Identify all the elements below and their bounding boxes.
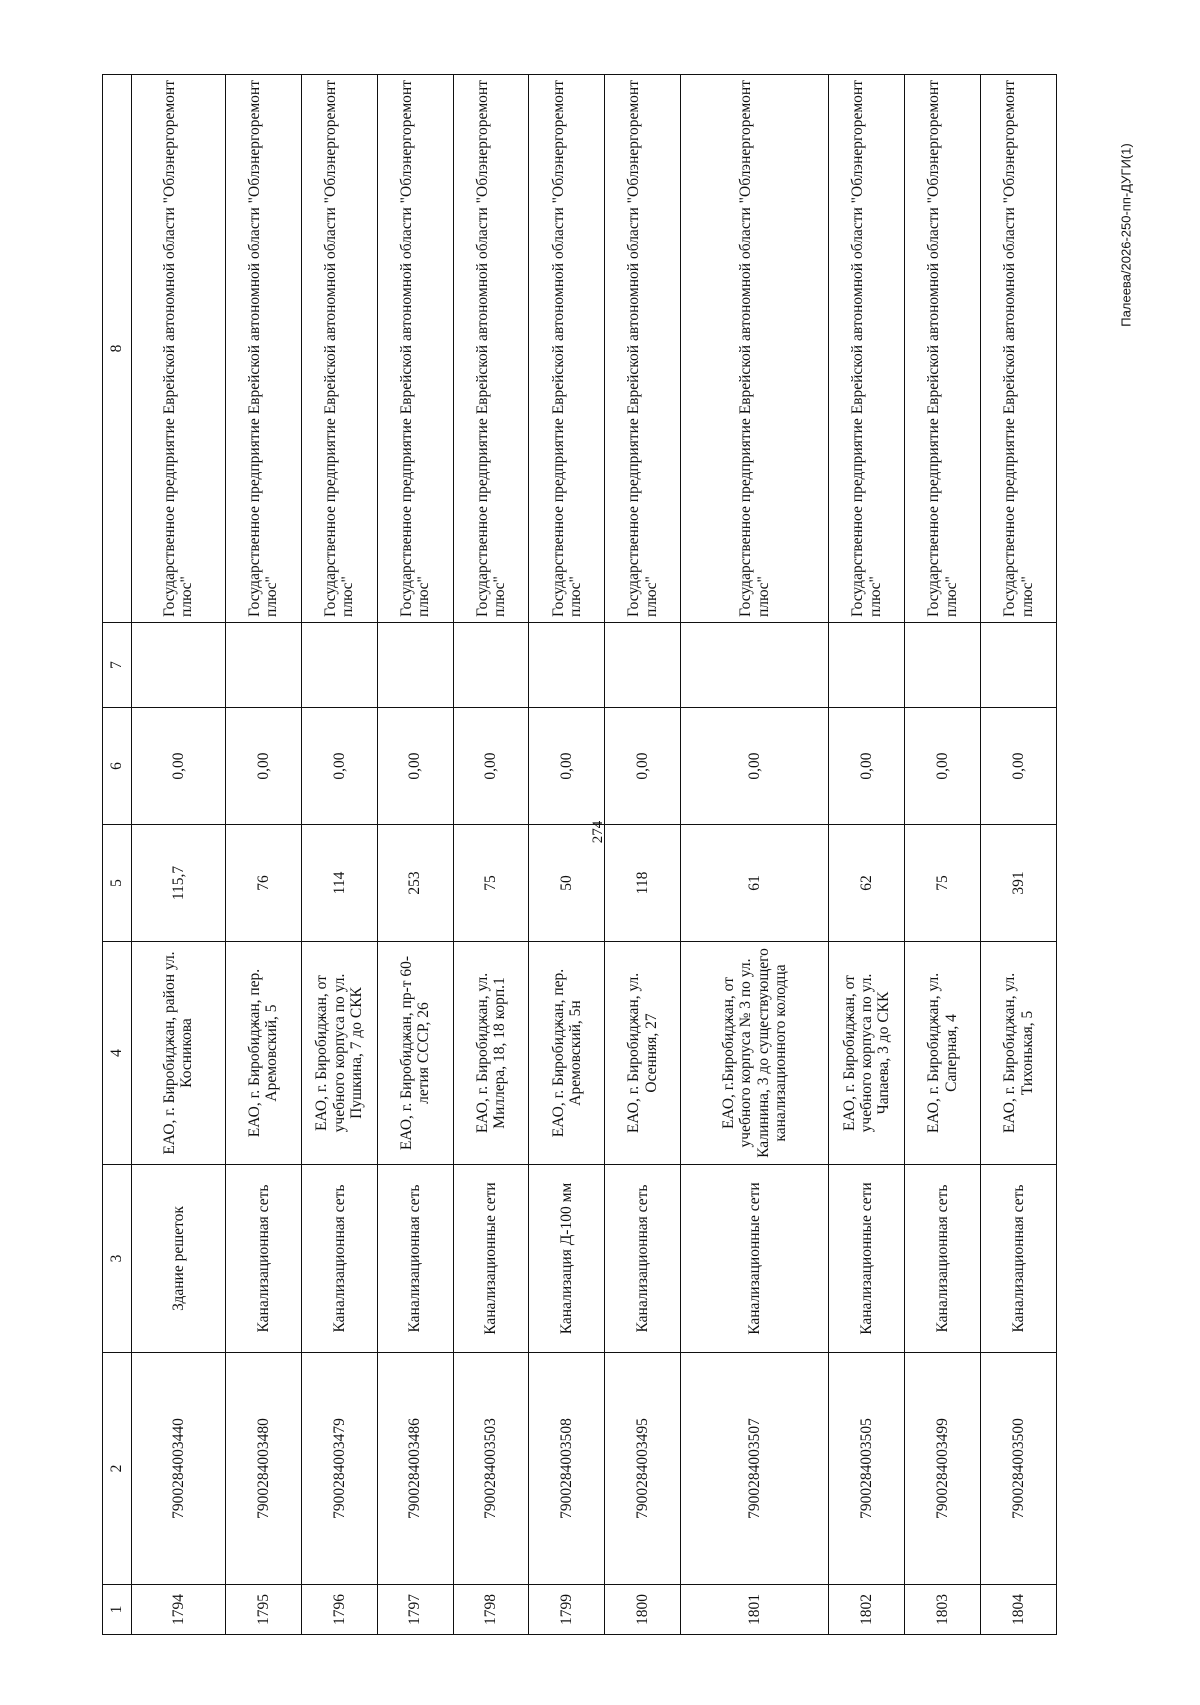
cost-value-cell: 0,00 [132,708,226,825]
row-number-cell: 1800 [605,1585,681,1635]
inventory-code-cell: 7900284003480 [225,1353,301,1585]
row-number-cell: 1799 [529,1585,605,1635]
row-number-cell: 1797 [377,1585,453,1635]
table-row [905,75,981,1635]
header-cell-4: 4 [103,942,132,1165]
owner-cell: Государственное предприятие Еврейской автономной области "Облэнергоремонт плюс" [829,75,905,623]
row-number-cell: 1804 [981,1585,1057,1635]
object-name-cell: Канализационная сеть [377,1165,453,1353]
property-table [102,74,1057,1635]
header-cell-6: 6 [103,708,132,825]
object-name-cell: Канализационные сети [829,1165,905,1353]
address-cell: ЕАО, г. Биробиджан, от учебного корпуса по ул. Пушкина, 7 до СКК [301,942,377,1165]
owner-cell: Государственное предприятие Еврейской автономной области "Облэнергоремонт плюс" [225,75,301,623]
cost-value-cell: 0,00 [301,708,377,825]
table-row [681,75,829,1635]
inventory-code-cell: 7900284003499 [905,1353,981,1585]
row-number-cell: 1798 [453,1585,529,1635]
cost-value-cell: 0,00 [829,708,905,825]
column-7-cell [681,623,829,708]
cost-value-cell: 0,00 [681,708,829,825]
header-cell-2: 2 [103,1353,132,1585]
inventory-code-cell: 7900284003495 [605,1353,681,1585]
page-number: 274 [590,820,606,844]
length-value-cell: 62 [829,825,905,942]
address-cell: ЕАО, г.Биробиджан, от учебного корпуса № 3 по ул. Калинина, 3 до существующего канализационного колодца [681,942,829,1165]
length-value-cell: 75 [905,825,981,942]
object-name-cell: Канализационная сеть [981,1165,1057,1353]
header-cell-5: 5 [103,825,132,942]
address-cell: ЕАО, г. Биробиджан, район ул. Косникова [132,942,226,1165]
object-name-cell: Канализационная сеть [225,1165,301,1353]
column-7-cell [377,623,453,708]
footer-text: Палеева/2026-250-пп-ДУГИ(1) [1118,143,1134,327]
cost-value-cell: 0,00 [453,708,529,825]
length-value-cell: 115,7 [132,825,226,942]
inventory-code-cell: 7900284003486 [377,1353,453,1585]
inventory-code-cell: 7900284003500 [981,1353,1057,1585]
row-number-cell: 1803 [905,1585,981,1635]
address-cell: ЕАО, г. Биробиджан, пер. Аремовский, 5н [529,942,605,1165]
header-cell-1: 1 [103,1585,132,1635]
inventory-code-cell: 7900284003505 [829,1353,905,1585]
column-7-cell [529,623,605,708]
column-7-cell [301,623,377,708]
owner-cell: Государственное предприятие Еврейской автономной области "Облэнергоремонт плюс" [301,75,377,623]
length-value-cell: 50 [529,825,605,942]
owner-cell: Государственное предприятие Еврейской автономной области "Облэнергоремонт плюс" [605,75,681,623]
header-cell-8: 8 [103,75,132,623]
address-cell: ЕАО, г. Биробиджан, ул. Миллера, 18, 18 корп.1 [453,942,529,1165]
column-7-cell [132,623,226,708]
length-value-cell: 76 [225,825,301,942]
address-cell: ЕАО, г. Биробиджан, ул. Осенняя, 27 [605,942,681,1165]
owner-cell: Государственное предприятие Еврейской автономной области "Облэнергоремонт плюс" [132,75,226,623]
object-name-cell: Здание решеток [132,1165,226,1353]
object-name-cell: Канализация Д-100 мм [529,1165,605,1353]
cost-value-cell: 0,00 [981,708,1057,825]
object-name-cell: Канализационная сеть [905,1165,981,1353]
inventory-code-cell: 7900284003508 [529,1353,605,1585]
object-name-cell: Канализационная сеть [301,1165,377,1353]
length-value-cell: 118 [605,825,681,942]
table-row [605,75,681,1635]
object-name-cell: Канализационные сети [453,1165,529,1353]
row-number-cell: 1794 [132,1585,226,1635]
length-value-cell: 391 [981,825,1057,942]
cost-value-cell: 0,00 [377,708,453,825]
owner-cell: Государственное предприятие Еврейской автономной области "Облэнергоремонт плюс" [377,75,453,623]
column-7-cell [905,623,981,708]
inventory-code-cell: 7900284003507 [681,1353,829,1585]
owner-cell: Государственное предприятие Еврейской автономной области "Облэнергоремонт плюс" [905,75,981,623]
column-7-cell [453,623,529,708]
address-cell: ЕАО, г. Биробиджан, пр-т 60-летия СССР, 26 [377,942,453,1165]
table-row [981,75,1057,1635]
inventory-code-cell: 7900284003503 [453,1353,529,1585]
column-7-cell [225,623,301,708]
length-value-cell: 114 [301,825,377,942]
length-value-cell: 253 [377,825,453,942]
row-number-cell: 1796 [301,1585,377,1635]
cost-value-cell: 0,00 [529,708,605,825]
table-row [829,75,905,1635]
address-cell: ЕАО, г. Биробиджан, от учебного корпуса по ул. Чапаева, 3 до СКК [829,942,905,1165]
row-number-cell: 1801 [681,1585,829,1635]
owner-cell: Государственное предприятие Еврейской автономной области "Облэнергоремонт плюс" [681,75,829,623]
column-7-cell [829,623,905,708]
owner-cell: Государственное предприятие Еврейской автономной области "Облэнергоремонт плюс" [981,75,1057,623]
cost-value-cell: 0,00 [905,708,981,825]
object-name-cell: Канализационная сеть [605,1165,681,1353]
table-row [529,75,605,1635]
cost-value-cell: 0,00 [605,708,681,825]
inventory-code-cell: 7900284003479 [301,1353,377,1585]
table-body [132,75,1057,1635]
table-row [377,75,453,1635]
rotated-table-wrapper [102,75,1057,1635]
object-name-cell: Канализационные сети [681,1165,829,1353]
column-7-cell [605,623,681,708]
row-number-cell: 1795 [225,1585,301,1635]
table-row [132,75,226,1635]
owner-cell: Государственное предприятие Еврейской автономной области "Облэнергоремонт плюс" [529,75,605,623]
length-value-cell: 61 [681,825,829,942]
header-cell-3: 3 [103,1165,132,1353]
header-row [103,75,132,1635]
cost-value-cell: 0,00 [225,708,301,825]
address-cell: ЕАО, г. Биробиджан, пер. Аремовский, 5 [225,942,301,1165]
address-cell: ЕАО, г. Биробиджан, ул. Саперная, 4 [905,942,981,1165]
document-footer [1116,120,1136,350]
inventory-code-cell: 7900284003440 [132,1353,226,1585]
row-number-cell: 1802 [829,1585,905,1635]
length-value-cell: 75 [453,825,529,942]
owner-cell: Государственное предприятие Еврейской автономной области "Облэнергоремонт плюс" [453,75,529,623]
column-7-cell [981,623,1057,708]
header-cell-7: 7 [103,623,132,708]
table-row [225,75,301,1635]
table-row [301,75,377,1635]
address-cell: ЕАО, г. Биробиджан, ул. Тихонькая, 5 [981,942,1057,1165]
table-row [453,75,529,1635]
